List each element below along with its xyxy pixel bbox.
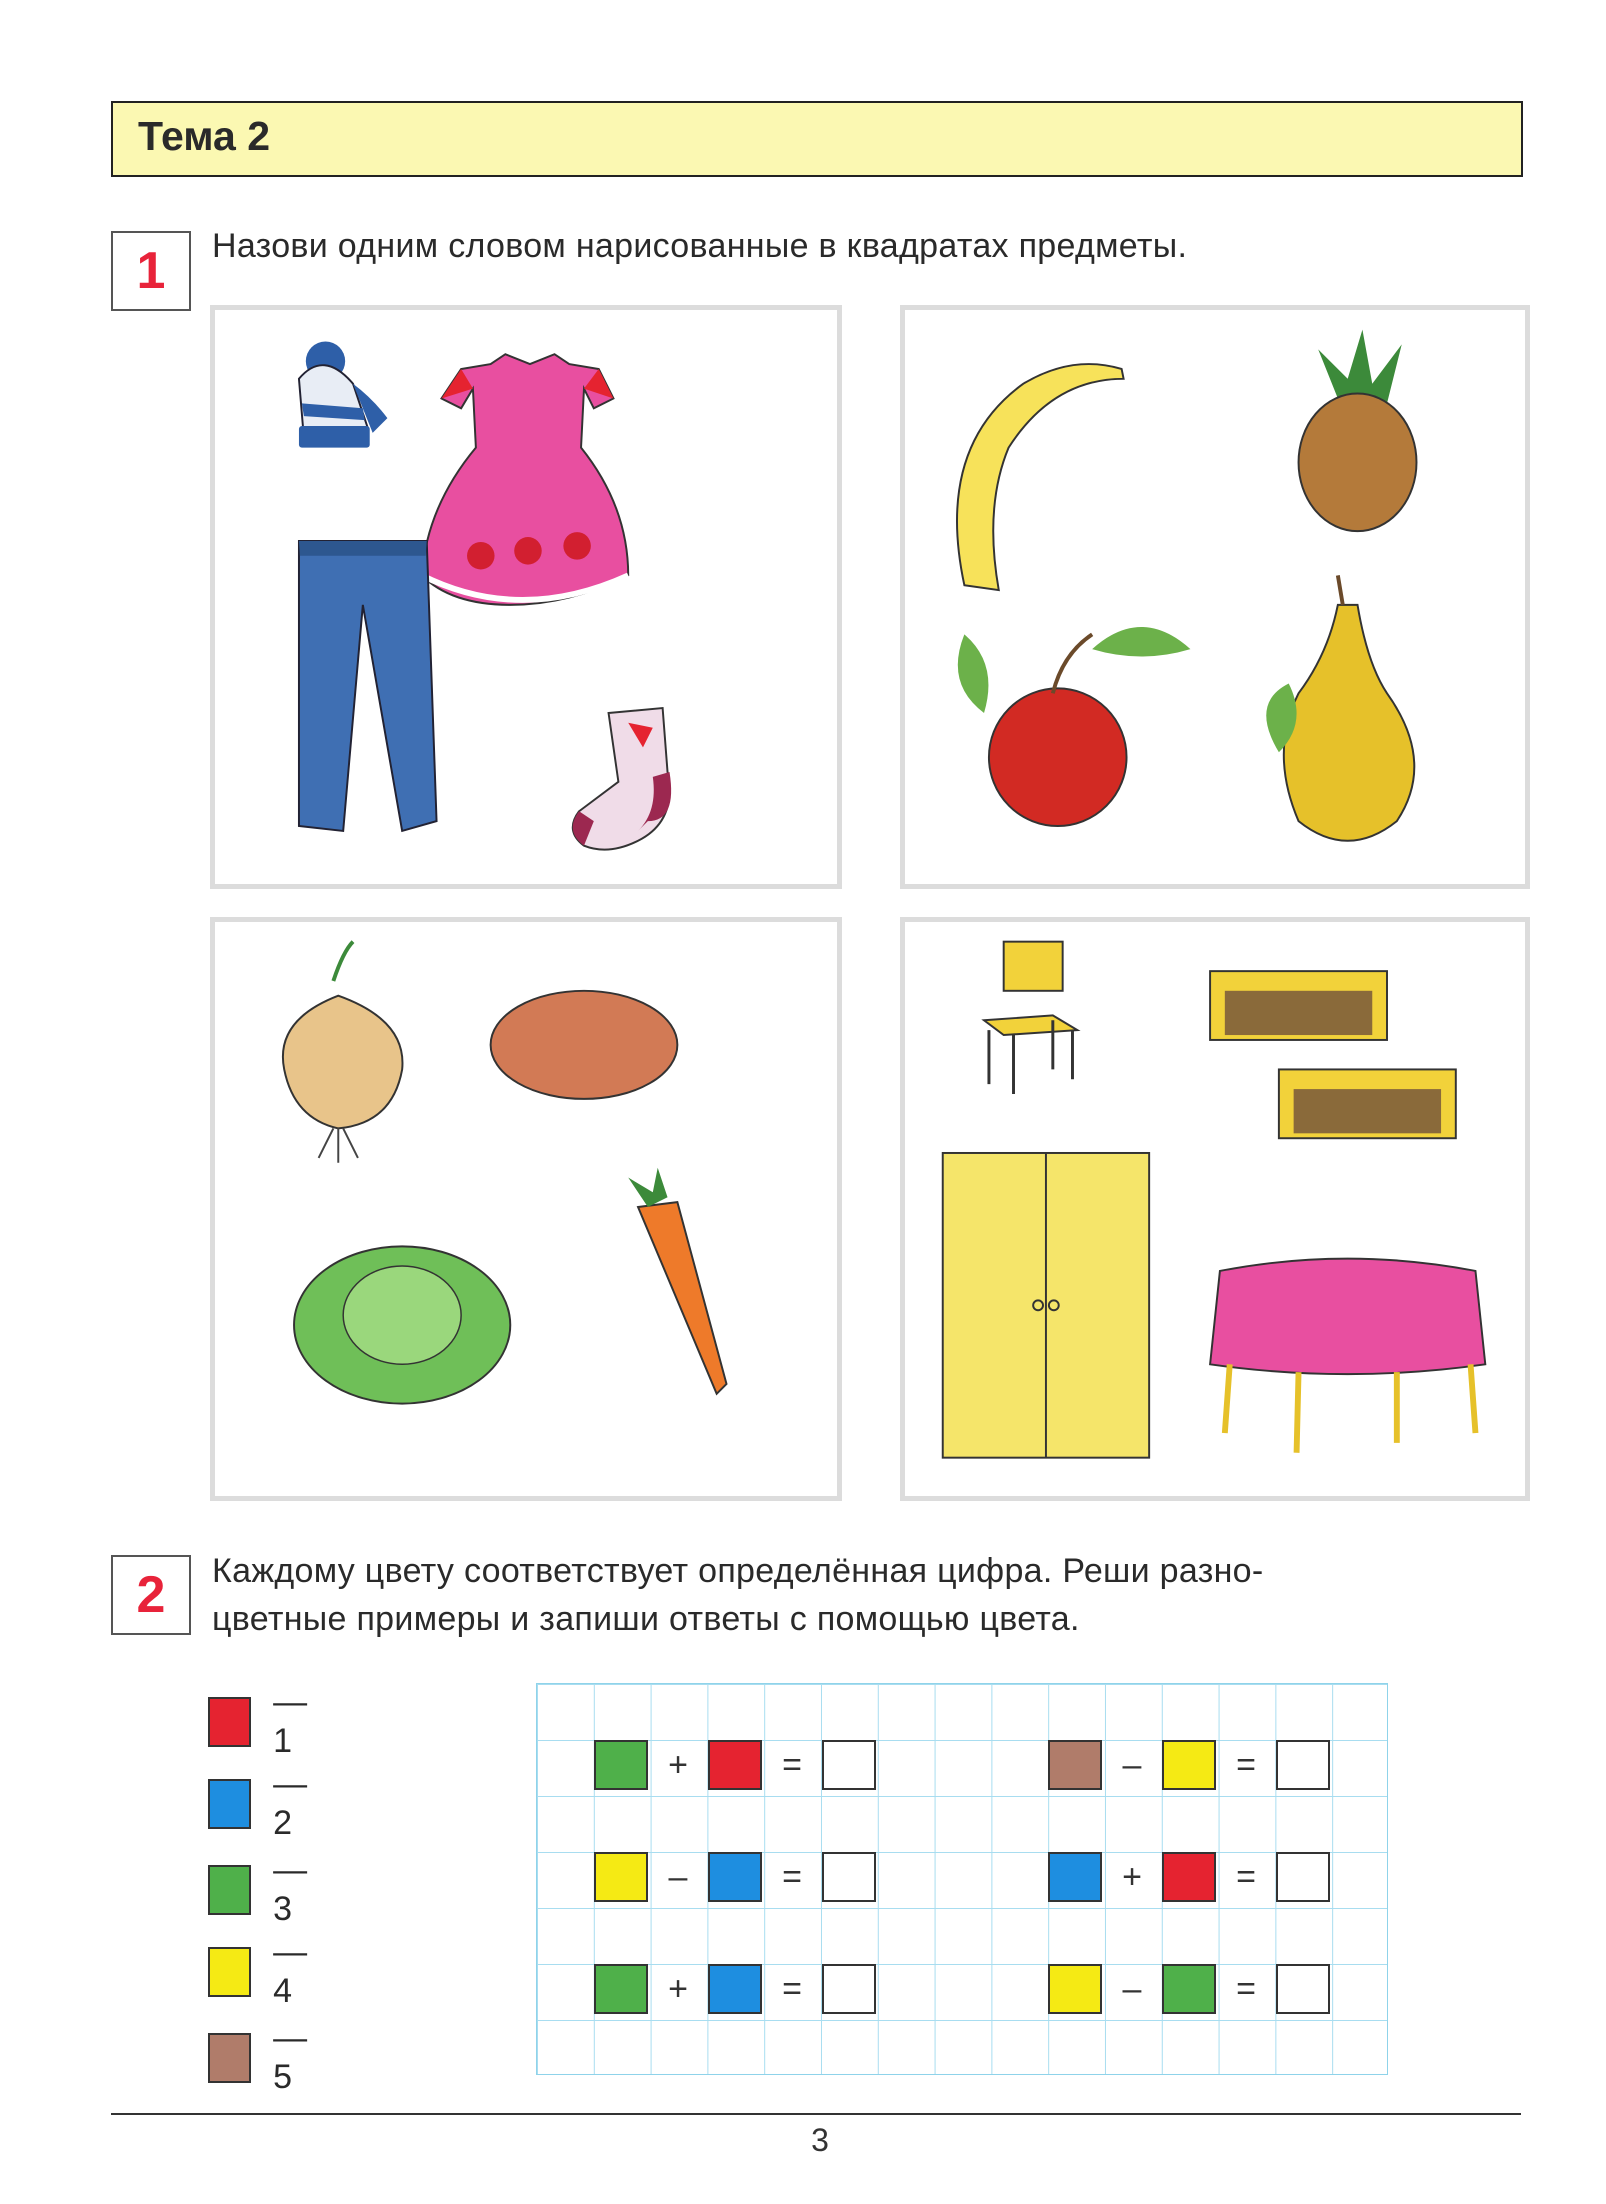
clothes-square <box>210 305 842 889</box>
equals-sign: = <box>782 1969 802 2008</box>
answer-box[interactable] <box>1276 1852 1330 1902</box>
legend-label: — 4 <box>273 1933 308 2010</box>
color-square <box>594 1852 648 1902</box>
equals-sign: = <box>1236 1857 1256 1896</box>
equals-sign: = <box>782 1745 802 1784</box>
task-number-1: 1 <box>111 231 191 311</box>
answer-box[interactable] <box>822 1740 876 1790</box>
carrot-picture <box>628 1168 726 1394</box>
operator: – <box>1122 1745 1142 1784</box>
color-square <box>594 1740 648 1790</box>
legend-item <box>208 1765 320 1843</box>
legend-swatch-red <box>208 1697 251 1747</box>
dress-picture <box>422 354 628 605</box>
theme-title: Тема 2 <box>138 113 271 159</box>
answer-box[interactable] <box>822 1852 876 1902</box>
legend-item <box>208 1851 320 1929</box>
chair-picture <box>984 942 1077 1094</box>
legend-label: — 5 <box>273 2019 308 2096</box>
equals-sign: = <box>1236 1969 1256 2008</box>
operator: – <box>1122 1969 1142 2008</box>
color-square <box>1162 1740 1216 1790</box>
exercise-row <box>594 1964 876 2014</box>
legend-item <box>208 1683 320 1761</box>
color-square <box>594 1964 648 2014</box>
color-square <box>1048 1852 1102 1902</box>
answer-box[interactable] <box>1276 1964 1330 2014</box>
color-square <box>1162 1852 1216 1902</box>
color-square <box>708 1964 762 2014</box>
potato-picture <box>491 991 678 1099</box>
operator: + <box>668 1745 688 1784</box>
shelf-picture-2 <box>1279 1069 1456 1138</box>
banana-picture <box>957 364 1124 590</box>
page-number: 3 <box>811 2122 829 2158</box>
legend-label: — 2 <box>273 1765 308 1842</box>
operator: + <box>1122 1857 1142 1896</box>
exercise-row <box>1048 1964 1330 2014</box>
exercise-row <box>1048 1740 1330 1790</box>
onion-picture <box>283 942 403 1163</box>
exercise-row <box>594 1740 876 1790</box>
answer-box[interactable] <box>822 1964 876 2014</box>
equals-sign: = <box>782 1857 802 1896</box>
legend-swatch-yellow <box>208 1947 251 1997</box>
operator: – <box>668 1857 688 1896</box>
legend-item <box>208 1933 320 2011</box>
fruits-square <box>900 305 1530 889</box>
shelf-picture <box>1210 971 1387 1040</box>
wardrobe-picture <box>943 1153 1149 1458</box>
color-square <box>708 1852 762 1902</box>
sock-picture <box>573 708 671 850</box>
task-2-instruction-line1: Каждому цвету соответствует определённая цифра. Реши разно- <box>212 1552 1264 1590</box>
cabbage-picture <box>294 1246 510 1403</box>
legend-swatch-brown <box>208 2033 251 2083</box>
apple-picture <box>958 627 1191 826</box>
table-picture <box>1210 1259 1485 1453</box>
legend-label: — 1 <box>273 1683 308 1760</box>
hat-picture <box>299 341 387 447</box>
task-2-instruction-line2: цветные примеры и запиши ответы с помощью цвета. <box>212 1600 1080 1638</box>
color-square <box>708 1740 762 1790</box>
color-square <box>1162 1964 1216 2014</box>
task-number-2: 2 <box>111 1555 191 1635</box>
theme-header <box>111 101 1523 177</box>
furniture-square <box>900 917 1530 1501</box>
exercise-row <box>594 1852 876 1902</box>
answer-box[interactable] <box>1276 1740 1330 1790</box>
jeans-picture <box>299 541 437 831</box>
legend-item <box>208 2019 320 2097</box>
legend-swatch-blue <box>208 1779 251 1829</box>
vegetables-square <box>210 917 842 1501</box>
legend-swatch-green <box>208 1865 251 1915</box>
task-1-instruction: Назови одним словом нарисованные в квадратах предметы. <box>212 227 1188 265</box>
color-square <box>1048 1740 1102 1790</box>
color-square <box>1048 1964 1102 2014</box>
pear-picture <box>1266 575 1414 840</box>
footer-divider <box>111 2113 1521 2115</box>
exercise-row <box>1048 1852 1330 1902</box>
equals-sign: = <box>1236 1745 1256 1784</box>
pineapple-picture <box>1299 330 1417 531</box>
operator: + <box>668 1969 688 2008</box>
legend-label: — 3 <box>273 1851 308 1928</box>
exercise-grid <box>536 1683 1388 2075</box>
